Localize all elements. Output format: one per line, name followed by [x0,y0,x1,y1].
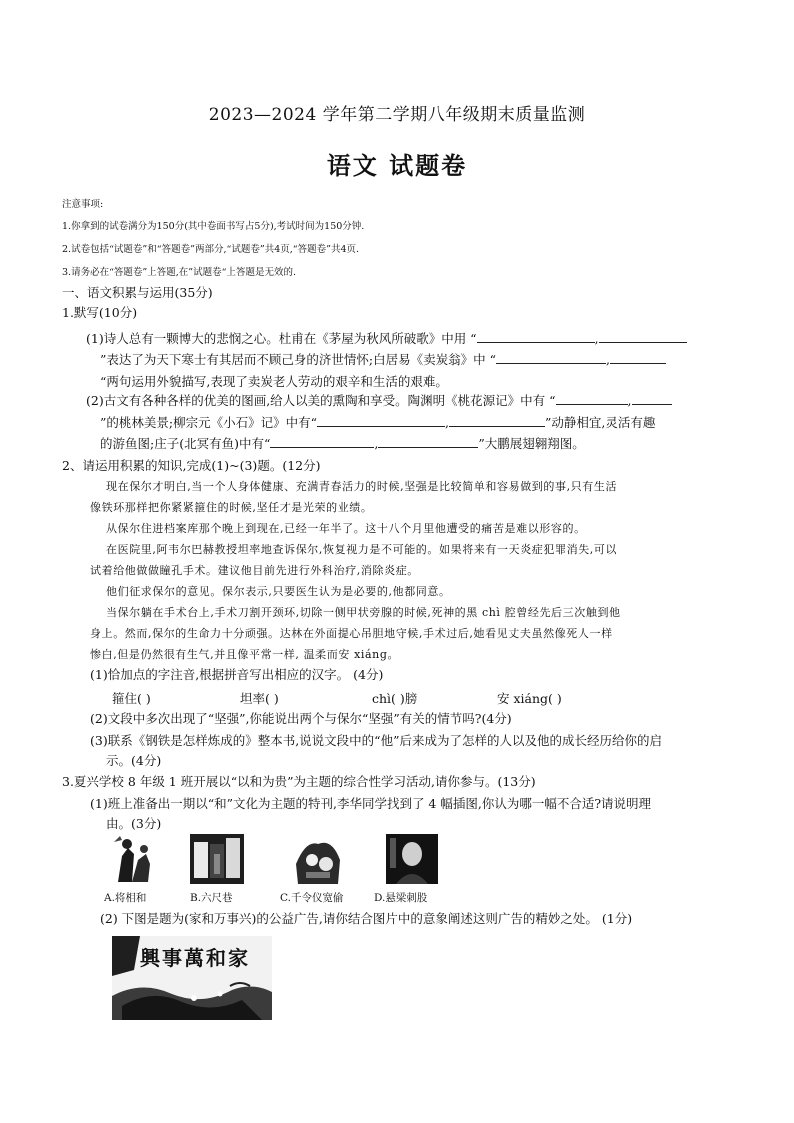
q1-part1-line3: “两句运用外貌描写,表现了卖炭老人劳动的艰辛和生活的艰难。 [100,374,448,389]
notes-heading: 注意事项: [62,199,104,210]
q2-sub3-line2: 示。(4分) [106,753,162,768]
illustration-b [190,834,244,884]
illustration-a [112,834,154,886]
caption-b: B.六尺巷 [190,892,233,904]
q1-part2-line2: ”的桃林美景;柳宗元《小石》记》中有“ , ”动静相宜,灵活有趣 [100,415,656,430]
question-2-heading: 2、请运用积累的知识,完成(1)~(3)题。(12分) [62,458,321,473]
q3-sub1-line2: 由。(3分) [106,816,162,831]
illustration-c [292,834,344,886]
passage-line: 惨白,但是仍然很有生气,并且像平常一样, 温柔而安 xiáng。 [90,648,400,661]
passage-line: 现在保尔才明白,当一个人身体健康、充满青春活力的时候,坚强是比较简单和容易做到的事,只有生活 [106,480,618,493]
answer-blank[interactable] [270,435,374,448]
answer-blank[interactable] [317,414,445,427]
ad-calligraphy-text: 興事萬和家 [140,946,250,970]
note-item-1: 1.你拿到的试卷满分为150分(其中卷面书写占5分),考试时间为150分钟. [62,221,365,232]
public-service-ad [112,936,272,1020]
passage-line: 像铁环那样把你紧紧箍住的时候,坚任才是光荣的业绩。 [90,501,373,514]
q2-sub3-line1: (3)联系《钢铁是怎样炼成的》整本书,说说文段中的“他”后来成为了怎样的人以及他的成长经历给你的启 [90,733,662,748]
passage-line: 从保尔住进档案库那个晚上到现在,已经一年半了。这十八个月里他遭受的痛苦是难以形容的。 [106,522,586,535]
answer-blank[interactable] [599,330,687,343]
q1-part1-line1: (1)诗人总有一颗博大的悲悯之心。杜甫在《茅屋为秋风所破歌》中用 “ , [86,329,687,347]
answer-blank[interactable] [556,392,628,405]
answer-blank[interactable] [477,330,595,343]
q3-sub1-line1: (1)班上准备出一期以“和”文化为主题的特刊,李华同学找到了 4 幅插图,你认为哪一幅不合适?请说明理 [90,796,652,811]
pinyin-item: 坦率( ) [240,691,279,706]
answer-blank[interactable] [496,351,606,364]
pinyin-item: 安 xiáng( ) [497,691,562,706]
passage-line: 试着给他做做瞳孔手术。建议他目前先进行外科治疗,消除炎症。 [90,564,419,577]
caption-d: D.悬梁刺股 [374,892,428,904]
q1-part2-line3: 的游鱼图;庄子(北冥有鱼)中有“ , ”大鹏展翅翱翔图。 [100,436,585,451]
question-1-heading: 1.默写(10分) [62,305,138,320]
passage-line: 在医院里,阿韦尔巴赫教授坦率地查诉保尔,恢复视力是不可能的。如果将来有一天炎症犯罪消失,可以 [106,543,618,556]
answer-blank[interactable] [378,435,478,448]
q1-part1-line2: ”表达了为天下寒士有其居而不顾己身的济世情怀;白居易《卖炭翁》中 “ , [100,350,666,368]
note-item-3: 3.请务必在“答题卷”上答题,在”试题卷“上答题是无效的. [62,267,297,278]
caption-a: A.将相和 [104,892,147,904]
q1-part2-line1: (2)古文有各种各样的优美的图画,给人以美的熏陶和享受。陶渊明《桃花源记》中有 “ , [86,391,672,409]
answer-blank[interactable] [632,392,672,405]
illustration-d [386,834,438,884]
passage-line: 他们征求保尔的意见。保尔表示,只要医生认为是必要的,他都同意。 [106,585,451,598]
q2-sub1: (1)恰加点的字注音,根据拼音写出相应的汉字。 (4分) [90,667,384,682]
q3-sub2: (2) 下图是题为(家和万事兴)的公益广告,请你结合图片中的意象阐述这则广告的精妙之处。 (1分) [100,911,633,926]
section-heading: 一、语文积累与运用(35分) [62,285,213,300]
note-item-2: 2.试卷包括“试题卷”和“答题卷”两部分,“试题卷”共4页,“答题卷”共4页. [62,244,360,255]
answer-blank[interactable] [610,351,666,364]
passage-line: 身上。然而,保尔的生命力十分顽强。达林在外面提心吊胆地守候,手术过后,她看见丈夫虽然像死人一样 [90,627,613,640]
pinyin-item: 箍住( ) [112,691,151,706]
q2-sub2: (2)文段中多次出现了“坚强”,你能说出两个与保尔“坚强”有关的情节吗?(4分) [90,711,512,726]
exam-title: 2023—2024 学年第二学期八年级期末质量监测 [208,105,586,125]
exam-subtitle: 语文 试题卷 [326,151,468,180]
question-3-heading: 3.夏兴学校 8 年级 1 班开展以“以和为贵”为主题的综合性学习活动,请你参与。(13分) [62,774,536,789]
pinyin-item: chì( )膀 [372,691,418,706]
caption-c: C.千令仪宽偷 [280,892,344,904]
answer-blank[interactable] [449,414,545,427]
passage-line: 当保尔躺在手术台上,手术刀割开颈环,切除一侧甲状旁腺的时候,死神的黑 chì 腔曾经先后三次触到他 [106,606,621,619]
